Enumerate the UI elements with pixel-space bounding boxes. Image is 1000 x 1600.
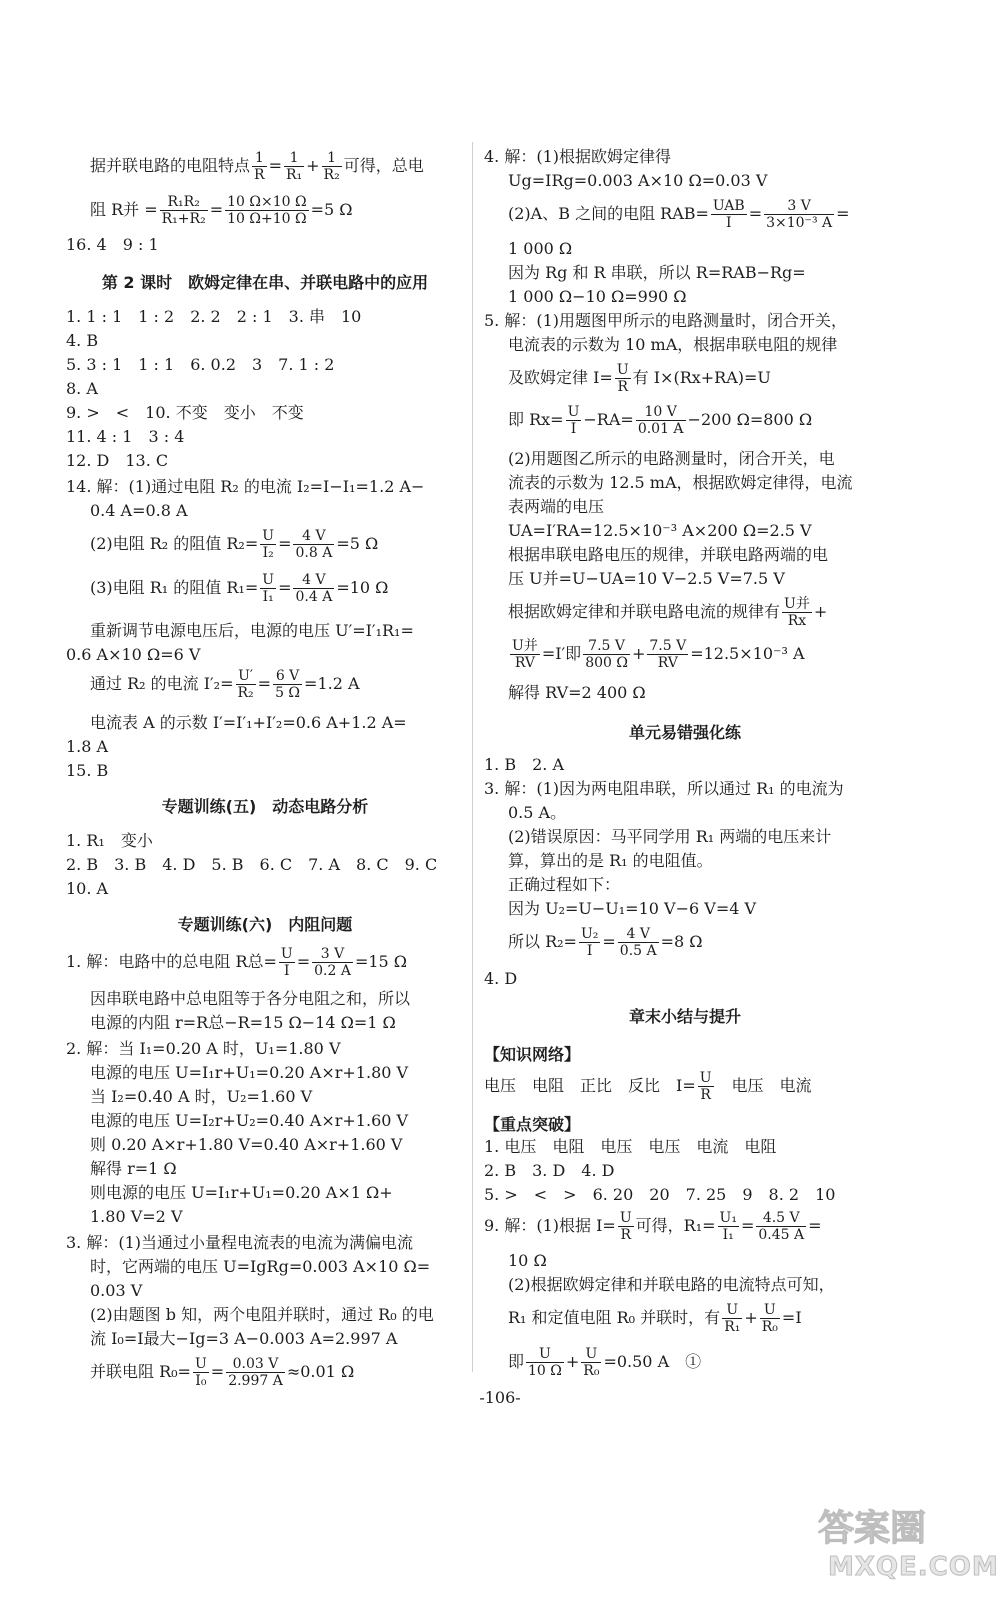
answer-line: 及欧姆定律 I= $\frac{U}{R}$ 有 I×(Rx+RA)=U — [508, 362, 771, 395]
answer-line: 8. A — [66, 379, 98, 398]
subsection-label: 【知识网络】 — [484, 1045, 581, 1064]
answer-line: 3. 解：(1)因为两电阻串联，所以通过 R₁ 的电流为 — [484, 779, 844, 798]
answer-line: 0.03 V — [90, 1281, 143, 1300]
column-divider — [472, 142, 473, 1372]
answer-line: (2)用题图乙所示的电路测量时，闭合开关，电 — [508, 449, 835, 468]
answer-line: 1. 1 : 1 1 : 2 2. 2 2 : 1 3. 串 10 — [66, 307, 362, 326]
answer-line: 2. B 3. D 4. D — [484, 1161, 615, 1180]
answer-line: (2)电阻 R₂ 的阻值 R₂= $\frac{U}{\text{I₂}}$ = $\frac{4 V}{0.8 A}$ =5 Ω — [90, 528, 379, 561]
answer-line: 5. > < > 6. 20 20 7. 25 9 8. 2 10 — [484, 1185, 836, 1204]
answer-line: 1 000 Ω — [508, 239, 573, 258]
subsection-label: 【重点突破】 — [484, 1115, 581, 1134]
answer-line: 4. D — [484, 969, 518, 988]
watermark-logo — [818, 1500, 999, 1590]
answer-line: 4. B — [66, 331, 99, 350]
answer-line: 解得 r=1 Ω — [90, 1159, 177, 1178]
answer-line: 通过 R₂ 的电流 I′₂= $\frac{U'}{\text{R₂}}$ = $\frac{6 V}{5 \Omega}$ =1.2 A — [90, 668, 360, 701]
answer-line: 1. 解：电路中的总电阻 R总= $\frac{U}{I}$ = $\frac{3 V}{0.2 A}$ =15 Ω — [66, 946, 408, 979]
answer-line: 1.8 A — [66, 737, 109, 756]
watermark-char: 圈 — [890, 1508, 927, 1549]
watermark-char: 答 — [818, 1508, 855, 1549]
answer-line: 据并联电路的电阻特点 $\frac{1}{R}$ = $\frac{1}{\text{R₁}}$ + $\frac{1}{\text{R₂}}$ 可得，总电 — [90, 150, 424, 183]
watermark-char: 案 — [854, 1508, 891, 1549]
answer-line: Ug=IRg=0.003 A×10 Ω=0.03 V — [508, 171, 768, 190]
answer-line: 14. 解：(1)通过电阻 R₂ 的电流 I₂=I−I₁=1.2 A− — [66, 477, 425, 496]
answer-line: 5. 解：(1)用题图甲所示的电路测量时，闭合开关， — [484, 311, 848, 330]
answer-line: 1.80 V=2 V — [90, 1207, 183, 1226]
answer-line: 12. D 13. C — [66, 451, 169, 470]
answer-line: 0.4 A=0.8 A — [90, 501, 188, 520]
answer-line: 1. 电压 电阻 电压 电压 电流 电阻 — [484, 1137, 777, 1156]
answer-line: 5. 3 : 1 1 : 1 6. 0.2 3 7. 1 : 2 — [66, 355, 335, 374]
answer-line: 压 U并=U−UA=10 V−2.5 V=7.5 V — [508, 569, 785, 588]
answer-line: 2. 解：当 I₁=0.20 A 时，U₁=1.80 V — [66, 1039, 341, 1058]
answer-line: 9. 解：(1)根据 I= $\frac{U}{R}$ 可得，R₁= $\frac{\text{U₁}}{\text{I₁}}$ = $\frac{4.5 V}{0.45 A}$ = — [484, 1210, 822, 1243]
answer-line: 10. A — [66, 879, 109, 898]
answer-line: 9. > < 10. 不变 变小 不变 — [66, 403, 304, 422]
section-heading: 专题训练(五) 动态电路分析 — [161, 797, 369, 816]
answer-line: (2)错误原因：马平同学用 R₁ 两端的电压来计 — [508, 827, 832, 846]
answer-line: 算，算出的是 R₁ 的电阻值。 — [508, 851, 713, 870]
answer-line: (3)电阻 R₁ 的阻值 R₁= $\frac{U}{\text{I₁}}$ = $\frac{4 V}{0.4 A}$ =10 Ω — [90, 572, 389, 605]
answer-line: 阻 R并 = $\frac{\text{R₁R₂}}{\text{R₁+R₂}}$ = $\frac{10 \Omega\times 10 \Omega}{10 \Omega+10 \Omega}$ =5 Ω — [90, 194, 353, 227]
answer-line: 3. 解：(1)当通过小量程电流表的电流为满偏电流 — [66, 1233, 414, 1252]
answer-line: 1 000 Ω−10 Ω=990 Ω — [508, 287, 687, 306]
answer-line: 电源的内阻 r=R总−R=15 Ω−14 Ω=1 Ω — [90, 1013, 396, 1032]
answer-line: 11. 4 : 1 3 : 4 — [66, 427, 185, 446]
page-number: -106- — [479, 1388, 521, 1407]
answer-line: 则 0.20 A×r+1.80 V=0.40 A×r+1.60 V — [90, 1135, 403, 1154]
answer-line: 0.5 A。 — [508, 803, 567, 822]
answer-line: 重新调节电源电压后，电源的电压 U′=I′₁R₁= — [90, 621, 414, 640]
answer-line: 表两端的电压 — [508, 497, 605, 516]
answer-line: 正确过程如下： — [508, 875, 621, 894]
answer-line: 因为 U₂=U−U₁=10 V−6 V=4 V — [508, 899, 757, 918]
answer-line: 根据串联电路电压的规律，并联电路两端的电 — [508, 545, 829, 564]
answer-line: UA=I′RA=12.5×10⁻³ A×200 Ω=2.5 V — [508, 521, 812, 540]
answer-line: 电源的电压 U=I₁r+U₁=0.20 A×r+1.80 V — [90, 1063, 409, 1082]
section-heading: 第 2 课时 欧姆定律在串、并联电路中的应用 — [101, 273, 429, 292]
answer-line: 电压 电阻 正比 反比 I= $\frac{U}{R}$ 电压 电流 — [484, 1070, 812, 1103]
answer-line: 并联电阻 R₀= $\frac{U}{\text{I₀}}$ = $\frac{0.03 V}{2.997 A}$ ≈0.01 Ω — [90, 1356, 355, 1389]
section-heading: 章末小结与提升 — [628, 1007, 741, 1026]
answer-line: 电流表 A 的示数 I′=I′₁+I′₂=0.6 A+1.2 A= — [90, 713, 407, 732]
answer-line: 即 $\frac{U}{10 \Omega}$ + $\frac{U}{\text{R₀}}$ =0.50 A ① — [508, 1346, 702, 1379]
answer-line: 流表的示数为 12.5 mA，根据欧姆定律得，电流 — [508, 473, 853, 492]
answer-line: R₁ 和定值电阻 R₀ 并联时，有 $\frac{U}{\text{R₁}}$ + $\frac{U}{\text{R₀}}$ =I — [508, 1302, 802, 1335]
answer-line: 所以 R₂= $\frac{\text{U₂}}{I}$ = $\frac{4 V}{0.5 A}$ =8 Ω — [508, 926, 703, 959]
answer-line: (2)A、B 之间的电阻 RAB= $\frac{\text{UAB}}{I}$ = $\frac{3 V}{\text{3×10⁻³ A}}$ = — [508, 198, 850, 231]
answer-line: 2. B 3. B 4. D 5. B 6. C 7. A 8. C 9. C — [66, 855, 438, 874]
section-heading: 单元易错强化练 — [628, 723, 741, 742]
answer-line: 流 I₀=I最大−Ig=3 A−0.003 A=2.997 A — [90, 1329, 398, 1348]
answer-line: 时，它两端的电压 U=IgRg=0.003 A×10 Ω= — [90, 1257, 431, 1276]
answer-line: 因串联电路中总电阻等于各分电阻之和，所以 — [90, 989, 411, 1008]
answer-line: 因为 Rg 和 R 串联，所以 R=RAB−Rg= — [508, 263, 806, 282]
answer-line: 1. R₁ 变小 — [66, 831, 153, 850]
answer-line: 根据欧姆定律和并联电路电流的规律有 $\frac{\text{U并}}{Rx}$ + — [508, 596, 828, 629]
answer-line: 则电源的电压 U=I₁r+U₁=0.20 A×1 Ω+ — [90, 1183, 393, 1202]
answer-line: 解得 RV=2 400 Ω — [508, 683, 646, 702]
answer-line: 16. 4 9 : 1 — [66, 235, 159, 254]
answer-line: $\frac{\text{U并}}{RV}$ =I′即 $\frac{7.5 V}{800 \Omega}$ + $\frac{7.5 V}{RV}$ =12.5×10⁻³ A — [512, 638, 805, 671]
answer-line: (2)由题图 b 知，两个电阻并联时，通过 R₀ 的电 — [90, 1305, 434, 1324]
answer-line: 当 I₂=0.40 A 时，U₂=1.60 V — [90, 1087, 313, 1106]
answer-line: 15. B — [66, 761, 109, 780]
answer-line: 1. B 2. A — [484, 755, 565, 774]
answer-line: 电流表的示数为 10 mA，根据串联电阻的规律 — [508, 335, 838, 354]
answer-line: 10 Ω — [508, 1251, 547, 1270]
watermark-site: MXQE.COM — [828, 1552, 999, 1582]
answer-line: (2)根据欧姆定律和并联电路的电流特点可知， — [508, 1275, 835, 1294]
section-heading: 专题训练(六) 内阻问题 — [177, 915, 353, 934]
answer-line: 电源的电压 U=I₂r+U₂=0.40 A×r+1.60 V — [90, 1111, 409, 1130]
answer-line: 0.6 A×10 Ω=6 V — [66, 645, 201, 664]
answer-line: 4. 解：(1)根据欧姆定律得 — [484, 147, 672, 166]
answer-line: 即 Rx= $\frac{U}{I}$ −RA= $\frac{10 V}{0.01 A}$ −200 Ω=800 Ω — [508, 404, 813, 437]
